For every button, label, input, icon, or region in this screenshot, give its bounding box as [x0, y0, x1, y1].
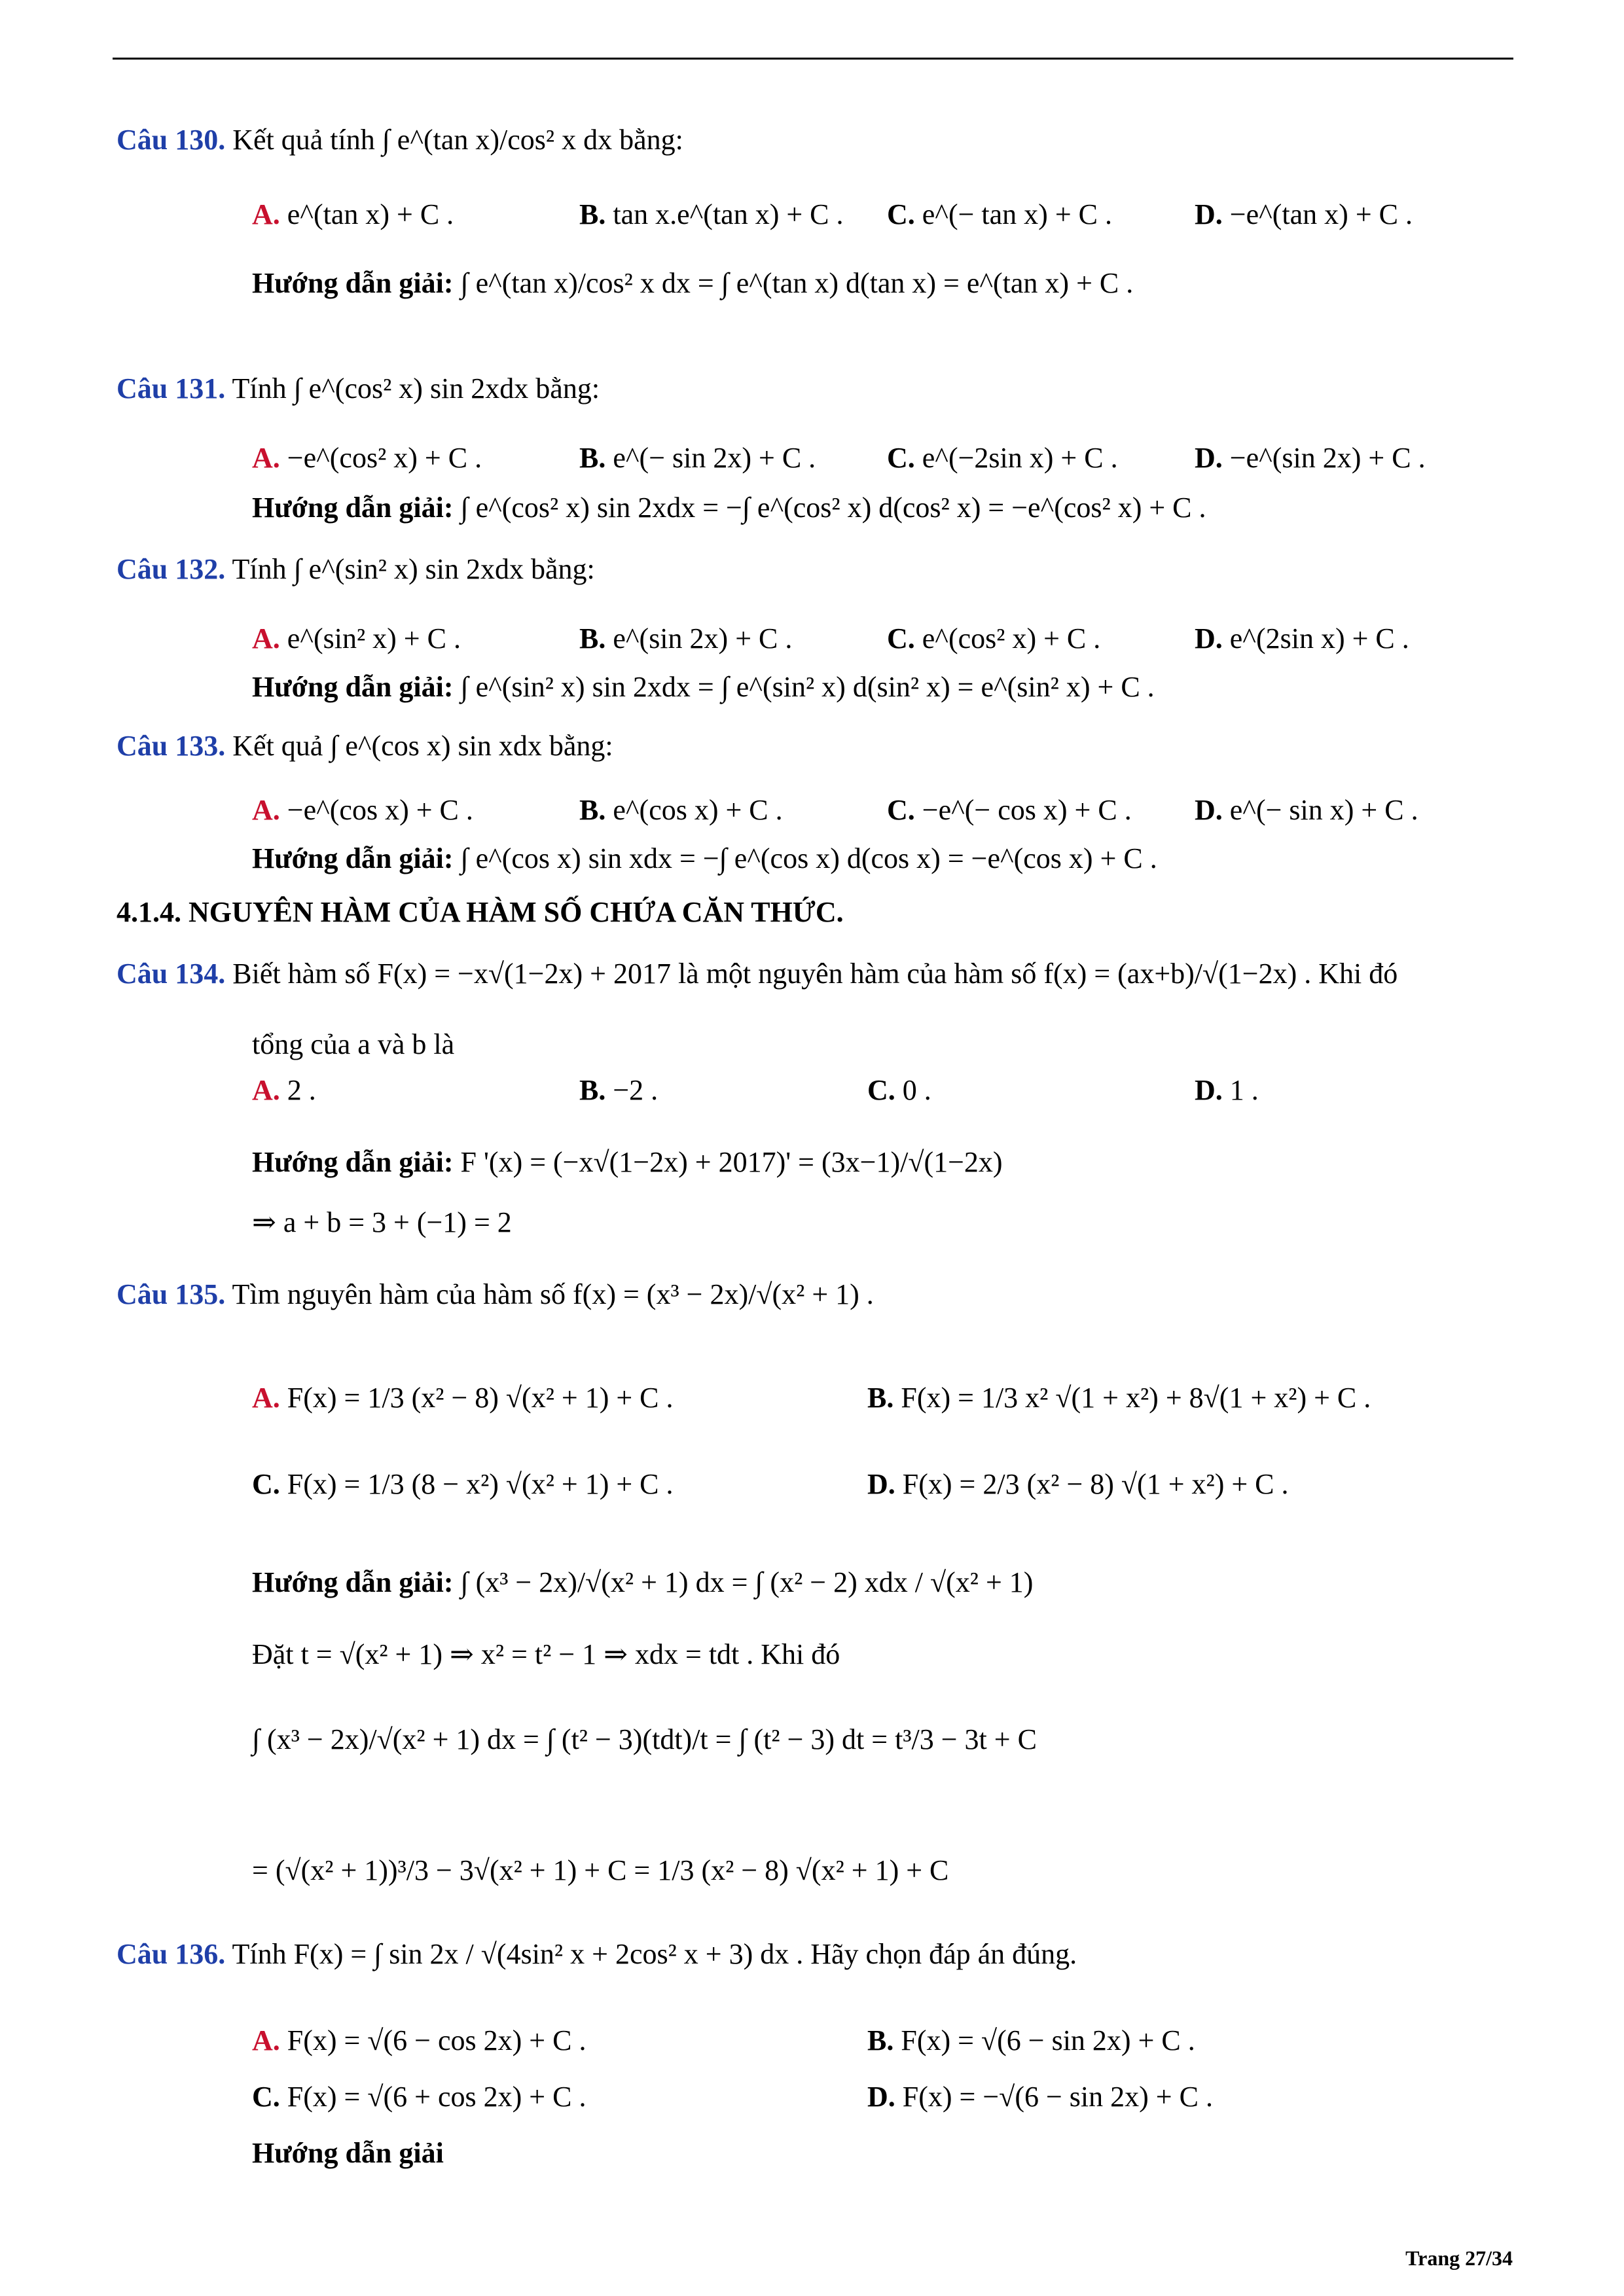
- option-letter: A.: [252, 622, 280, 655]
- q131-option-b: B. e^(− sin 2x) + C .: [579, 442, 816, 474]
- solution-heading: Hướng dẫn giải:: [252, 1566, 454, 1598]
- question-131-stem: [117, 370, 600, 407]
- question-130-label: Câu 130.: [117, 124, 226, 156]
- option-letter: B.: [579, 794, 606, 826]
- option-letter: D.: [1195, 1074, 1223, 1106]
- q131-option-d: D. −e^(sin 2x) + C .: [1195, 442, 1426, 474]
- q133-option-d: D. e^(− sin x) + C .: [1195, 794, 1418, 826]
- option-letter: C.: [252, 1468, 280, 1500]
- q133-option-b: B. e^(cos x) + C .: [579, 794, 783, 826]
- question-130-stem: [117, 122, 683, 158]
- q130-solution: Hướng dẫn giải: ∫ e^(tan x)/cos² x dx = ∫ e^(tan x) d(tan x) = e^(tan x) + C .: [252, 267, 1134, 299]
- q131-option-a: A. −e^(cos² x) + C .: [252, 442, 482, 474]
- option-letter: A.: [252, 794, 280, 826]
- option-letter: C.: [252, 2081, 280, 2113]
- q130-option-a: A. e^(tan x) + C .: [252, 198, 454, 230]
- option-letter: A.: [252, 442, 280, 474]
- option-letter: A.: [252, 1382, 280, 1414]
- q134-option-b: B. −2 .: [579, 1074, 659, 1106]
- q135-option-c: C. F(x) = 1/3 (8 − x²) √(x² + 1) + C .: [252, 1468, 674, 1500]
- q135-solution-result: = (√(x² + 1))³/3 − 3√(x² + 1) + C = 1/3 (x² − 8) √(x² + 1) + C: [252, 1854, 949, 1886]
- q130-option-c: C. e^(− tan x) + C .: [887, 198, 1112, 230]
- page-footer: Trang 27/34: [1405, 2246, 1513, 2270]
- q132-solution: Hướng dẫn giải: ∫ e^(sin² x) sin 2xdx = ∫ e^(sin² x) d(sin² x) = e^(sin² x) + C .: [252, 671, 1155, 703]
- option-letter: C.: [887, 198, 915, 230]
- q135-solution: Hướng dẫn giải: ∫ (x³ − 2x)/√(x² + 1) dx = ∫ (x² − 2) xdx / √(x² + 1): [252, 1566, 1034, 1598]
- question-135-label: Câu 135.: [117, 1278, 226, 1310]
- q135-solution-integral: ∫ (x³ − 2x)/√(x² + 1) dx = ∫ (t² − 3)(tdt)/t = ∫ (t² − 3) dt = t³/3 − 3t + C: [252, 1723, 1037, 1755]
- q136-option-d: D. F(x) = −√(6 − sin 2x) + C .: [867, 2081, 1213, 2113]
- q136-solution-heading: Hướng dẫn giải: [252, 2137, 444, 2169]
- question-136-label: Câu 136.: [117, 1938, 226, 1970]
- q135-option-d: D. F(x) = 2/3 (x² − 8) √(1 + x²) + C .: [867, 1468, 1289, 1500]
- q130-option-b: B. tan x.e^(tan x) + C .: [579, 198, 844, 230]
- solution-heading: Hướng dẫn giải:: [252, 1146, 454, 1178]
- q135-option-a: A. F(x) = 1/3 (x² − 8) √(x² + 1) + C .: [252, 1382, 674, 1414]
- q134-solution-result: ⇒ a + b = 3 + (−1) = 2: [252, 1206, 512, 1238]
- q136-option-a: A. F(x) = √(6 − cos 2x) + C .: [252, 2024, 586, 2056]
- question-132-text: Tính ∫ e^(sin² x) sin 2xdx bằng:: [232, 553, 595, 585]
- q130-option-d: D. −e^(tan x) + C .: [1195, 198, 1413, 230]
- q134-option-d: D. 1 .: [1195, 1074, 1259, 1106]
- option-letter: B.: [579, 198, 606, 230]
- question-133-text: Kết quả ∫ e^(cos x) sin xdx bằng:: [232, 730, 613, 762]
- q136-option-b: B. F(x) = √(6 − sin 2x) + C .: [867, 2024, 1195, 2056]
- question-135-stem: [117, 1276, 874, 1313]
- q131-solution: Hướng dẫn giải: ∫ e^(cos² x) sin 2xdx = −∫ e^(cos² x) d(cos² x) = −e^(cos² x) + C .: [252, 492, 1206, 524]
- question-134-stem-continued: tổng của a và b là: [252, 1028, 455, 1060]
- question-135-text: Tìm nguyên hàm của hàm số f(x) = (x³ − 2x)/√(x² + 1) .: [232, 1278, 874, 1310]
- option-letter: B.: [579, 1074, 606, 1106]
- option-letter: D.: [867, 2081, 895, 2113]
- option-letter: A.: [252, 1074, 280, 1106]
- option-letter: B.: [867, 1382, 894, 1414]
- option-letter: B.: [579, 622, 606, 655]
- q134-option-a: A. 2 .: [252, 1074, 316, 1106]
- option-letter: B.: [867, 2024, 894, 2056]
- q132-option-a: A. e^(sin² x) + C .: [252, 622, 461, 655]
- option-letter: D.: [1195, 442, 1223, 474]
- q135-option-b: B. F(x) = 1/3 x² √(1 + x²) + 8√(1 + x²) + C .: [867, 1382, 1371, 1414]
- question-134-text: Biết hàm số F(x) = −x√(1−2x) + 2017 là một nguyên hàm của hàm số f(x) = (ax+b)/√(1−2x) . Khi đó: [232, 958, 1398, 990]
- q135-solution-substitution: Đặt t = √(x² + 1) ⇒ x² = t² − 1 ⇒ xdx = tdt . Khi đó: [252, 1638, 840, 1670]
- question-132-label: Câu 132.: [117, 553, 226, 585]
- q133-option-c: C. −e^(− cos x) + C .: [887, 794, 1132, 826]
- q136-option-c: C. F(x) = √(6 + cos 2x) + C .: [252, 2081, 586, 2113]
- option-letter: A.: [252, 198, 280, 230]
- option-letter: C.: [867, 1074, 895, 1106]
- q133-solution: Hướng dẫn giải: ∫ e^(cos x) sin xdx = −∫ e^(cos x) d(cos x) = −e^(cos x) + C .: [252, 842, 1157, 874]
- option-letter: D.: [1195, 198, 1223, 230]
- question-133-stem: [117, 728, 613, 764]
- option-letter: A.: [252, 2024, 280, 2056]
- question-131-text: Tính ∫ e^(cos² x) sin 2xdx bằng:: [232, 372, 600, 404]
- option-letter: D.: [867, 1468, 895, 1500]
- option-letter: D.: [1195, 794, 1223, 826]
- q131-option-c: C. e^(−2sin x) + C .: [887, 442, 1118, 474]
- question-136-stem: [117, 1936, 1077, 1973]
- question-130-text: Kết quả tính ∫ e^(tan x)/cos² x dx bằng:: [232, 124, 683, 156]
- option-letter: D.: [1195, 622, 1223, 655]
- q132-option-d: D. e^(2sin x) + C .: [1195, 622, 1409, 655]
- q134-solution: Hướng dẫn giải: F '(x) = (−x√(1−2x) + 2017)' = (3x−1)/√(1−2x): [252, 1146, 1003, 1178]
- q133-option-a: A. −e^(cos x) + C .: [252, 794, 473, 826]
- solution-heading: Hướng dẫn giải:: [252, 267, 454, 299]
- q132-option-c: C. e^(cos² x) + C .: [887, 622, 1101, 655]
- q132-option-b: B. e^(sin 2x) + C .: [579, 622, 793, 655]
- q134-option-c: C. 0 .: [867, 1074, 931, 1106]
- question-132-stem: [117, 551, 595, 588]
- option-letter: C.: [887, 794, 915, 826]
- section-title: 4.1.4. NGUYÊN HÀM CỦA HÀM SỐ CHỨA CĂN THỨC.: [117, 896, 844, 928]
- question-131-label: Câu 131.: [117, 372, 226, 404]
- question-134-stem: [117, 956, 1398, 992]
- option-letter: B.: [579, 442, 606, 474]
- solution-heading: Hướng dẫn giải:: [252, 492, 454, 524]
- question-133-label: Câu 133.: [117, 730, 226, 762]
- question-136-text: Tính F(x) = ∫ sin 2x / √(4sin² x + 2cos² x + 3) dx . Hãy chọn đáp án đúng.: [232, 1938, 1077, 1970]
- top-rule: [113, 58, 1513, 60]
- option-letter: C.: [887, 442, 915, 474]
- solution-heading: Hướng dẫn giải:: [252, 671, 454, 703]
- question-134-label: Câu 134.: [117, 958, 226, 990]
- option-letter: C.: [887, 622, 915, 655]
- solution-heading: Hướng dẫn giải:: [252, 842, 454, 874]
